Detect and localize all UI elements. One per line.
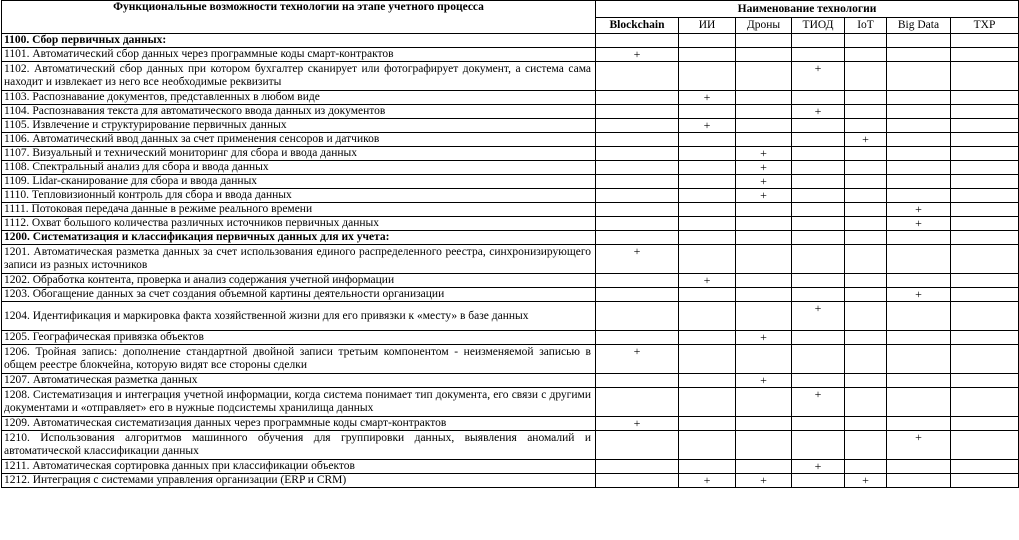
empty-cell [596,175,679,189]
empty-cell [951,460,1019,474]
empty-cell [845,460,887,474]
capability-description: 1104. Распознавания текста для автоматического ввода данных из документов [2,105,596,119]
plus-mark: + [887,203,951,217]
table-row [2,388,1019,417]
empty-cell [736,274,792,288]
empty-cell [951,161,1019,175]
empty-cell [679,161,736,175]
plus-mark: + [679,274,736,288]
capability-description: 1205. Географическая привязка объектов [2,331,596,345]
section-row [2,34,1019,48]
column-header-capabilities: Функциональные возможности технологии на этапе учетного процесса [2,1,596,34]
empty-cell [736,203,792,217]
empty-cell [845,374,887,388]
empty-cell [679,34,736,48]
empty-cell [845,34,887,48]
empty-cell [845,62,887,91]
plus-mark: + [596,48,679,62]
table-row [2,119,1019,133]
capability-description: 1210. Использования алгоритмов машинного обучения для группировки данных, выявления аномалий и автоматической классификации данных [2,431,596,460]
empty-cell [951,62,1019,91]
table-row [2,161,1019,175]
empty-cell [845,431,887,460]
empty-cell [679,133,736,147]
section-title: 1200. Систематизация и классификация первичных данных для их учета: [2,231,596,245]
empty-cell [951,474,1019,488]
empty-cell [596,203,679,217]
empty-cell [792,119,845,133]
empty-cell [887,374,951,388]
empty-cell [679,217,736,231]
empty-cell [679,203,736,217]
empty-cell [887,62,951,91]
capability-description: 1212. Интеграция с системами управления организации (ERP и CRM) [2,474,596,488]
table-row [2,105,1019,119]
empty-cell [596,274,679,288]
empty-cell [887,91,951,105]
empty-cell [596,161,679,175]
table-row [2,175,1019,189]
empty-cell [951,34,1019,48]
plus-mark: + [887,431,951,460]
empty-cell [596,331,679,345]
empty-cell [792,274,845,288]
capability-description: 1108. Спектральный анализ для сбора и ввода данных [2,161,596,175]
empty-cell [845,203,887,217]
empty-cell [951,105,1019,119]
plus-mark: + [736,374,792,388]
empty-cell [887,189,951,203]
plus-mark: + [887,288,951,302]
table-row [2,62,1019,91]
table-row [2,91,1019,105]
empty-cell [951,231,1019,245]
capability-description: 1204. Идентификация и маркировка факта хозяйственной жизни для его привязки к «месту» в базе данных [2,302,596,331]
capability-description: 1211. Автоматическая сортировка данных при классификации объектов [2,460,596,474]
capability-description: 1103. Распознавание документов, представленных в любом виде [2,91,596,105]
empty-cell [679,388,736,417]
empty-cell [596,91,679,105]
empty-cell [736,48,792,62]
empty-cell [679,302,736,331]
empty-cell [845,147,887,161]
empty-cell [887,417,951,431]
plus-mark: + [736,161,792,175]
plus-mark: + [887,217,951,231]
empty-cell [887,133,951,147]
capability-description: 1206. Тройная запись: дополнение стандартной двойной записи третьим компонентом - неизменяемой записью в общем реестре блокчейна, которую видят все стороны сделки [2,345,596,374]
empty-cell [951,203,1019,217]
empty-cell [845,189,887,203]
empty-cell [951,302,1019,331]
column-header-ai: ИИ [679,18,736,34]
empty-cell [792,203,845,217]
table-row [2,217,1019,231]
empty-cell [951,274,1019,288]
column-header-technology-group: Наименование технологии [596,1,1019,18]
column-header-tiod: ТИОД [792,18,845,34]
capability-description: 1209. Автоматическая систематизация данных через программные коды смарт-контрактов [2,417,596,431]
empty-cell [736,460,792,474]
column-header-blockchain: Blockchain [596,18,679,34]
empty-cell [845,417,887,431]
plus-mark: + [679,91,736,105]
empty-cell [736,119,792,133]
empty-cell [951,374,1019,388]
empty-cell [845,274,887,288]
empty-cell [679,62,736,91]
empty-cell [792,417,845,431]
table-row [2,189,1019,203]
empty-cell [951,245,1019,274]
plus-mark: + [596,345,679,374]
empty-cell [596,431,679,460]
empty-cell [596,374,679,388]
empty-cell [887,105,951,119]
capability-description: 1201. Автоматическая разметка данных за счет использования единого распределенного реестра, синхронизирующего записи из разных источников [2,245,596,274]
plus-mark: + [736,175,792,189]
empty-cell [887,302,951,331]
capability-description: 1203. Обогащение данных за счет создания объемной картины деятельности организации [2,288,596,302]
table-row [2,274,1019,288]
table-row [2,203,1019,217]
table-row [2,431,1019,460]
empty-cell [845,105,887,119]
capability-description: 1202. Обработка контента, проверка и анализ содержания учетной информации [2,274,596,288]
empty-cell [951,91,1019,105]
empty-cell [792,91,845,105]
empty-cell [845,245,887,274]
plus-mark: + [792,302,845,331]
empty-cell [887,474,951,488]
empty-cell [951,388,1019,417]
empty-cell [596,119,679,133]
plus-mark: + [736,331,792,345]
empty-cell [887,388,951,417]
table-row [2,288,1019,302]
empty-cell [845,288,887,302]
empty-cell [951,331,1019,345]
empty-cell [736,431,792,460]
empty-cell [887,460,951,474]
table-row [2,331,1019,345]
empty-cell [792,175,845,189]
table-row [2,147,1019,161]
empty-cell [792,345,845,374]
table-row [2,345,1019,374]
column-header-drones: Дроны [736,18,792,34]
plus-mark: + [679,119,736,133]
plus-mark: + [792,460,845,474]
empty-cell [679,245,736,274]
empty-cell [596,231,679,245]
empty-cell [596,34,679,48]
plus-mark: + [845,133,887,147]
table-row [2,374,1019,388]
empty-cell [736,245,792,274]
empty-cell [736,62,792,91]
empty-cell [792,133,845,147]
empty-cell [951,345,1019,374]
empty-cell [679,105,736,119]
empty-cell [736,288,792,302]
capability-description: 1208. Систематизация и интеграция учетной информации, когда система понимает тип документа, его связи с другими документами и «отправляет» его в нужные подсистемы хранилища данных [2,388,596,417]
empty-cell [951,217,1019,231]
empty-cell [845,345,887,374]
empty-cell [792,231,845,245]
empty-cell [792,374,845,388]
empty-cell [679,147,736,161]
capability-description: 1111. Потоковая передача данные в режиме реального времени [2,203,596,217]
empty-cell [845,302,887,331]
empty-cell [951,147,1019,161]
table-row [2,48,1019,62]
empty-cell [951,119,1019,133]
empty-cell [951,417,1019,431]
empty-cell [679,331,736,345]
empty-cell [792,34,845,48]
table-row [2,133,1019,147]
capability-description: 1101. Автоматический сбор данных через программные коды смарт-контрактов [2,48,596,62]
empty-cell [679,431,736,460]
empty-cell [887,175,951,189]
empty-cell [845,119,887,133]
plus-mark: + [792,388,845,417]
empty-cell [736,231,792,245]
empty-cell [736,417,792,431]
empty-cell [596,105,679,119]
empty-cell [792,217,845,231]
empty-cell [736,34,792,48]
empty-cell [951,288,1019,302]
empty-cell [736,133,792,147]
capability-description: 1109. Lidar-сканирование для сбора и ввода данных [2,175,596,189]
empty-cell [792,245,845,274]
empty-cell [887,34,951,48]
empty-cell [951,175,1019,189]
empty-cell [679,189,736,203]
empty-cell [845,217,887,231]
table-row [2,417,1019,431]
plus-mark: + [845,474,887,488]
capability-description: 1107. Визуальный и технический мониторинг для сбора и ввода данных [2,147,596,161]
empty-cell [845,48,887,62]
capability-description: 1105. Извлечение и структурирование первичных данных [2,119,596,133]
capability-description: 1106. Автоматический ввод данных за счет применения сенсоров и датчиков [2,133,596,147]
empty-cell [596,217,679,231]
empty-cell [679,345,736,374]
empty-cell [596,288,679,302]
table-row [2,245,1019,274]
plus-mark: + [736,474,792,488]
empty-cell [596,147,679,161]
section-title: 1100. Сбор первичных данных: [2,34,596,48]
empty-cell [792,431,845,460]
capability-description: 1102. Автоматический сбор данных при котором бухгалтер сканирует или фотографирует документ, а система сама находит и извлекает из него все необходимые реквизиты [2,62,596,91]
empty-cell [736,105,792,119]
empty-cell [792,288,845,302]
empty-cell [951,133,1019,147]
empty-cell [792,161,845,175]
empty-cell [736,302,792,331]
empty-cell [736,345,792,374]
column-header-big-data: Big Data [887,18,951,34]
empty-cell [951,431,1019,460]
empty-cell [887,331,951,345]
empty-cell [887,48,951,62]
empty-cell [887,147,951,161]
empty-cell [596,133,679,147]
column-header-iot: IoT [845,18,887,34]
empty-cell [792,48,845,62]
empty-cell [736,388,792,417]
empty-cell [951,48,1019,62]
empty-cell [679,48,736,62]
empty-cell [792,189,845,203]
empty-cell [679,374,736,388]
empty-cell [679,460,736,474]
empty-cell [596,460,679,474]
empty-cell [845,91,887,105]
table-row [2,474,1019,488]
empty-cell [887,161,951,175]
technology-matrix-table [1,0,1019,488]
empty-cell [887,274,951,288]
plus-mark: + [596,245,679,274]
capability-description: 1207. Автоматическая разметка данных [2,374,596,388]
empty-cell [845,161,887,175]
empty-cell [792,331,845,345]
plus-mark: + [792,62,845,91]
empty-cell [596,388,679,417]
empty-cell [596,189,679,203]
plus-mark: + [736,147,792,161]
plus-mark: + [596,417,679,431]
capability-description: 1112. Охват большого количества различных источников первичных данных [2,217,596,231]
empty-cell [951,189,1019,203]
table-row [2,460,1019,474]
plus-mark: + [679,474,736,488]
capability-description: 1110. Тепловизионный контроль для сбора и ввода данных [2,189,596,203]
empty-cell [736,217,792,231]
column-header-txr: ТХР [951,18,1019,34]
section-row [2,231,1019,245]
empty-cell [845,388,887,417]
empty-cell [887,231,951,245]
empty-cell [887,345,951,374]
empty-cell [679,417,736,431]
empty-cell [887,245,951,274]
plus-mark: + [736,189,792,203]
empty-cell [596,474,679,488]
empty-cell [596,302,679,331]
empty-cell [596,62,679,91]
empty-cell [845,231,887,245]
empty-cell [887,119,951,133]
empty-cell [679,288,736,302]
empty-cell [792,147,845,161]
empty-cell [845,331,887,345]
empty-cell [679,175,736,189]
empty-cell [792,474,845,488]
empty-cell [845,175,887,189]
empty-cell [736,91,792,105]
table-body [2,34,1019,488]
empty-cell [679,231,736,245]
table-row [2,302,1019,331]
plus-mark: + [792,105,845,119]
